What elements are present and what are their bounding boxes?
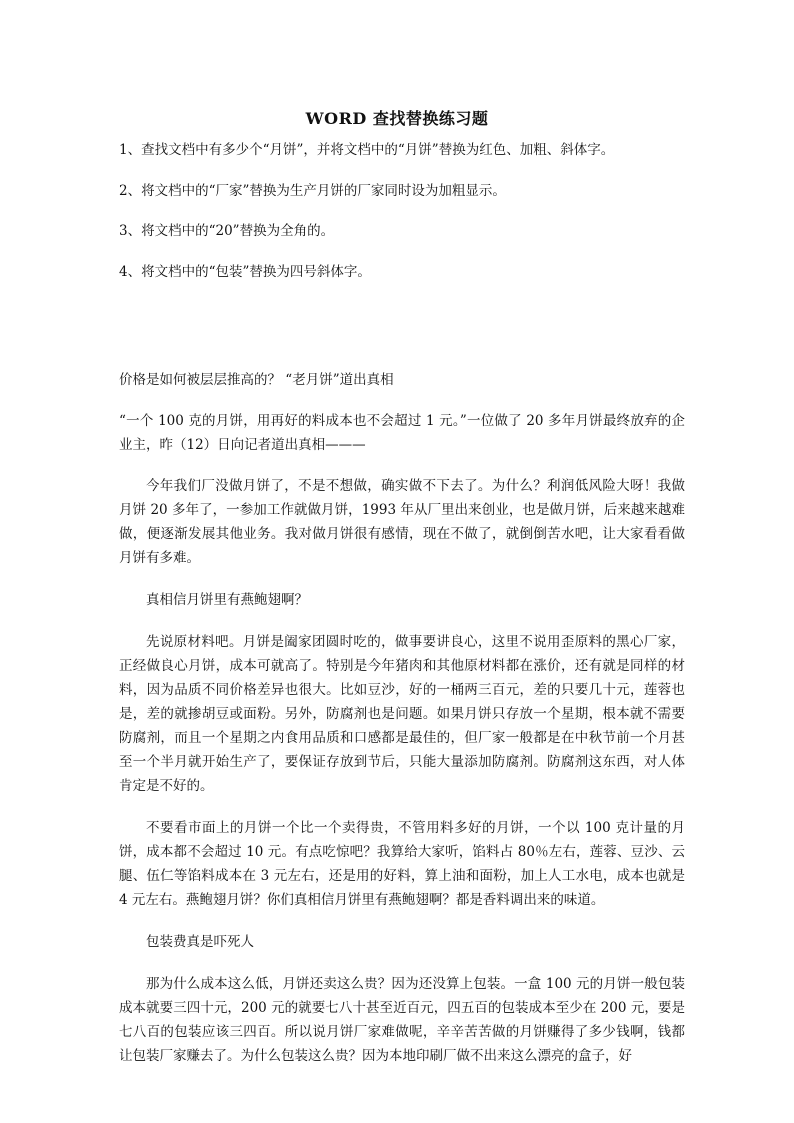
task-item-2: 2、将文档中的“厂家”替换为生产月饼的厂家同时设为加粗显示。 (119, 183, 506, 199)
article-paragraph-1: 今年我们厂没做月饼了，不是不想做，确实做不下去了。为什么？利润低风险大呀！我做月饼 20 多年了，一参加工作就做月饼，1993 年从厂里出来创业，也是做月饼，后来越来越难做，便逐渐发展其他业务。我对做月饼很有感情，现在不做了，就倒倒苦水吧，让大家看看做月饼有多难。 (119, 478, 685, 566)
article-body (119, 368, 685, 1086)
document-title: WORD 查找替换练习题 (305, 109, 489, 128)
article-paragraph-3: 不要看市面上的月饼一个比一个卖得贵，不管用料多好的月饼，一个以 100 克计量的月饼，成本都不会超过 10 元。有点吃惊吧？我算给大家听，馅料占 80％左右，莲蓉、豆沙、云腿、伍仁等馅料成本在 3 元左右，还是用的好料，算上油和面粉，加上人工水电，成本也就是 4 元左右。燕鲍翅月饼？你们真相信月饼里有燕鲍翅啊？都是香料调出来的味道。 (119, 820, 685, 908)
article-paragraph-4: 那为什么成本这么低，月饼还卖这么贵？因为还没算上包装。一盒 100 元的月饼一般包装成本就要三四十元，200 元的就要七八十甚至近百元，四五百的包装成本至少在 200 元，要是七八百的包装应该三四百。所以说月饼厂家难做呢，辛辛苦苦做的月饼赚得了多少钱啊，钱都让包装厂家赚去了。为什么包装这么贵？因为本地印刷厂做不出来这么漂亮的盒子，好 (119, 976, 685, 1064)
article-section-heading-1: 真相信月饼里有燕鲍翅啊？ (146, 592, 308, 608)
task-item-3: 3、将文档中的“20”替换为全角的。 (119, 223, 335, 239)
article-subtitle: 价格是如何被层层推高的？ “老月饼”道出真相 (119, 372, 394, 388)
article-lead-quote: “一个 100 克的月饼，用再好的料成本也不会超过 1 元。”一位做了 20 多年月饼最终放弃的企业主，昨（12）日向记者道出真相——— (119, 413, 685, 453)
task-item-4: 4、将文档中的“包装”替换为四号斜体字。 (119, 264, 371, 280)
task-item-1: 1、查找文档中有多少个“月饼”，并将文档中的“月饼”替换为红色、加粗、斜体字。 (119, 142, 615, 158)
article-paragraph-2: 先说原材料吧。月饼是阖家团圆时吃的，做事要讲良心，这里不说用歪原料的黑心厂家，正经做良心月饼，成本可就高了。特别是今年猪肉和其他原材料都在涨价，还有就是同样的材料，因为品质不同价格差异也很大。比如豆沙，好的一桶两三百元，差的只要几十元，莲蓉也是，差的就掺胡豆或面粉。另外，防腐剂也是问题。如果月饼只存放一个星期，根本就不需要防腐剂，而且一个星期之内食用品质和口感都是最佳的，但厂家一般都是在中秋节前一个月甚至一个半月就开始生产了，要保证存放到节后，只能大量添加防腐剂。防腐剂这东西，对人体肯定是不好的。 (119, 634, 685, 794)
article-section-heading-2: 包装费真是吓死人 (146, 934, 254, 950)
